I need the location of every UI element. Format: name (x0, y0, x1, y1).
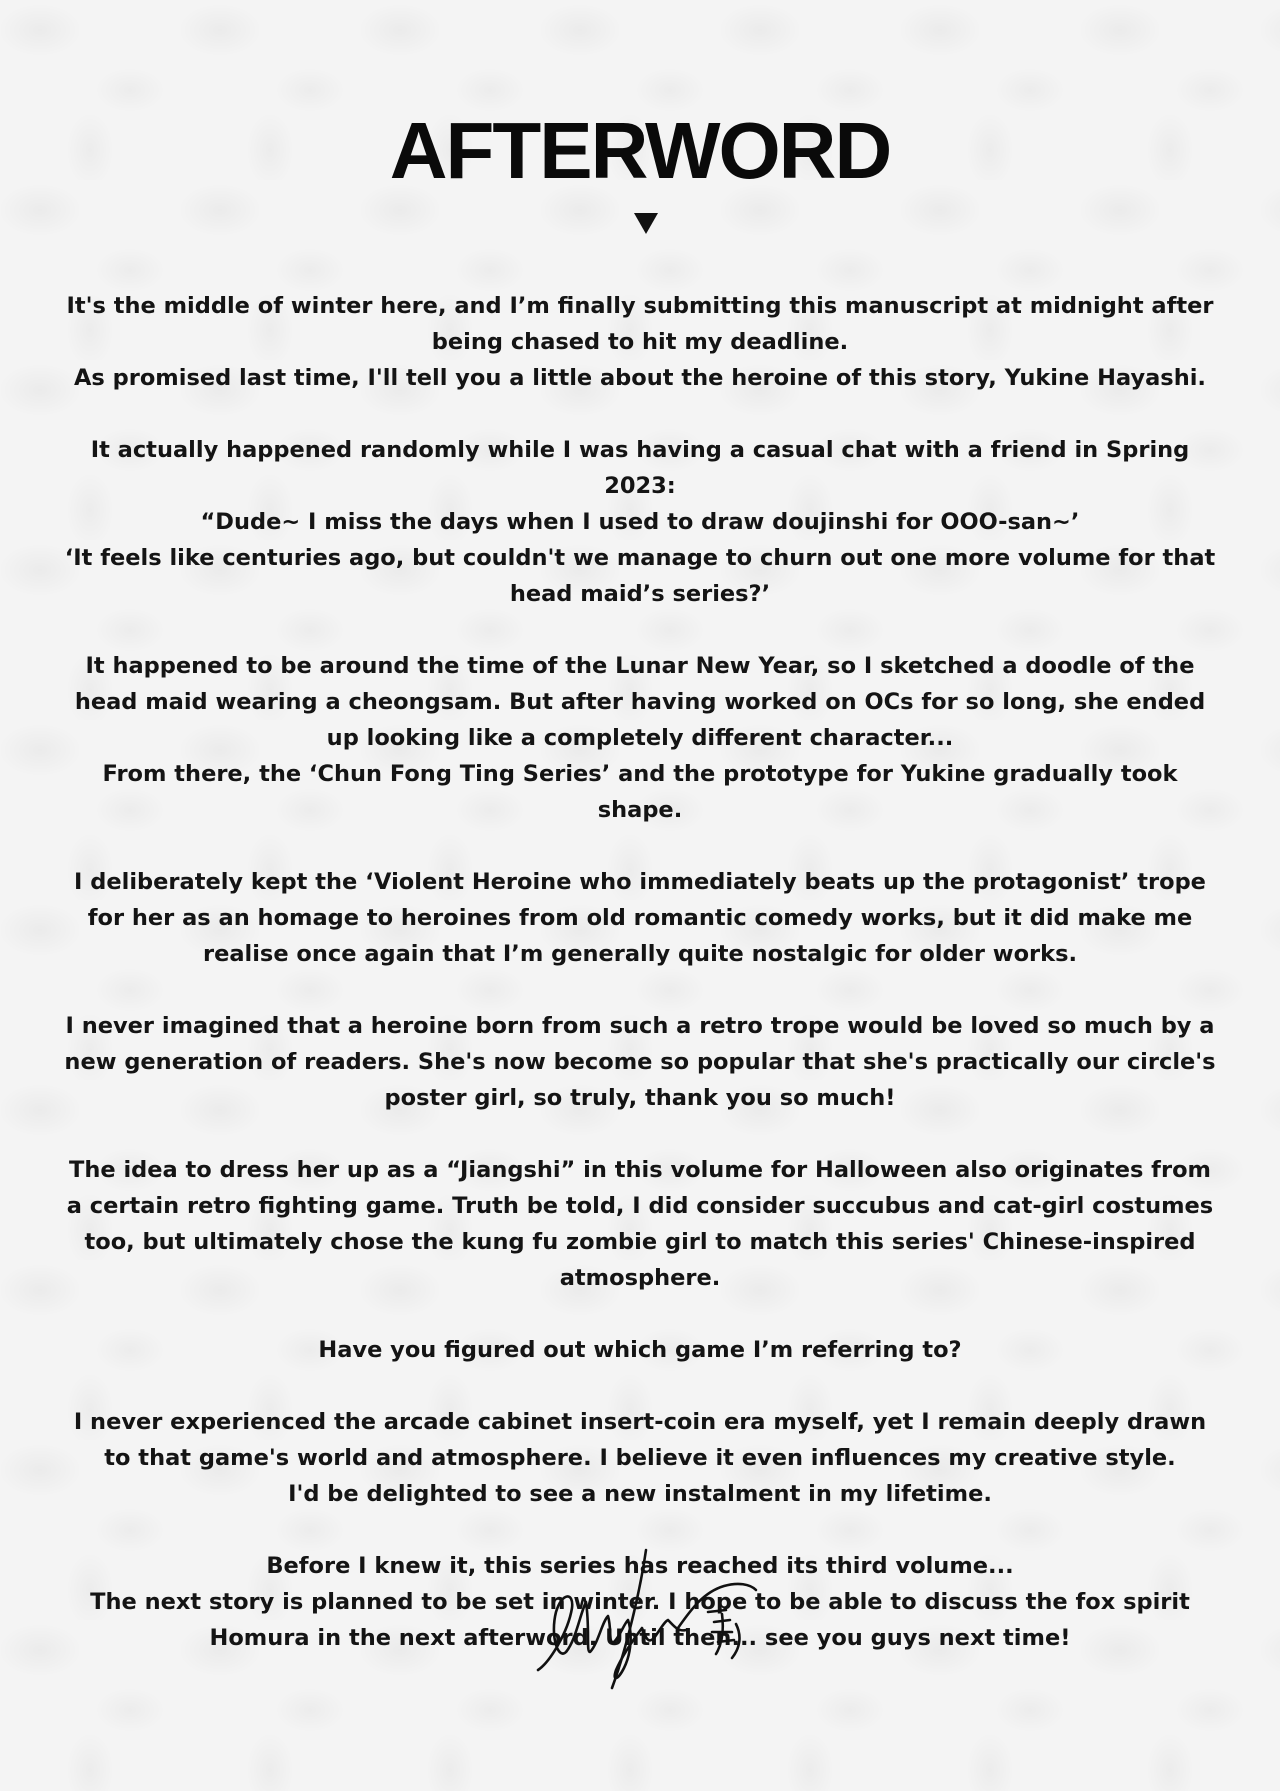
paragraph-line: Before I knew it, this series has reached its third volume... (266, 1553, 1014, 1579)
paragraph-line: It happened to be around the time of the Lunar New Year, so I sketched a doodle of the head maid wearing a cheongsam. But after having worked on OCs for so long, she ended up looking like a completely different character... (74, 653, 1206, 751)
paragraph-line: I never experienced the arcade cabinet insert-coin era myself, yet I remain deeply drawn to that game's world and atmosphere. I believe it even influences my creative style. (73, 1409, 1207, 1471)
paragraph-line: ‘It feels like centuries ago, but couldn't we manage to churn out one more volume for that head maid’s series?’ (64, 545, 1216, 607)
paragraph-line: It's the middle of winter here, and I’m finally submitting this manuscript at midnight after being chased to hit my deadline. (66, 293, 1214, 355)
paragraph-6 (60, 1152, 1220, 1296)
paragraph-line: I'd be delighted to see a new instalment in my lifetime. (288, 1481, 992, 1507)
down-triangle-icon (634, 213, 658, 234)
paragraph-7 (60, 1332, 1220, 1368)
paragraph-line: The idea to dress her up as a “Jiangshi” in this volume for Halloween also originates from a certain retro fighting game. Truth be told, I did consider succubus and cat-girl costumes too, but ultimately chose the kung fu zombie girl to match this series' Chinese-inspired atmosphere. (66, 1157, 1214, 1291)
paragraph-4 (60, 864, 1220, 972)
afterword-body (60, 288, 1220, 1692)
page-title: AFTERWORD (389, 106, 891, 195)
paragraph-line: I never imagined that a heroine born from such a retro trope would be loved so much by a new generation of readers. She's now become so popular that she's practically our circle's poster girl, so truly, thank you so much! (64, 1013, 1216, 1111)
paragraph-1 (60, 288, 1220, 396)
paragraph-line: From there, the ‘Chun Fong Ting Series’ and the prototype for Yukine gradually took shape. (102, 761, 1178, 823)
paragraph-8 (60, 1404, 1220, 1512)
paragraph-line: I deliberately kept the ‘Violent Heroine who immediately beats up the protagonist’ trope for her as an homage to heroines from old romantic comedy works, but it did make me realise once again that I’m generally quite nostalgic for older works. (74, 869, 1206, 967)
paragraph-line: “Dude~ I miss the days when I used to draw doujinshi for OOO-san~’ (200, 509, 1080, 535)
paragraph-2 (60, 432, 1220, 612)
paragraph-5 (60, 1008, 1220, 1116)
paragraph-line: The next story is planned to be set in winter. I hope to be able to discuss the fox spirit Homura in the next afterword. Until then... see you guys next time! (90, 1589, 1190, 1651)
paragraph-line: As promised last time, I'll tell you a little about the heroine of this story, Yukine Hayashi. (74, 365, 1206, 391)
author-signature (528, 1540, 762, 1700)
paragraph-3 (60, 648, 1220, 828)
paragraph-line: Have you figured out which game I’m referring to? (318, 1337, 962, 1363)
paragraph-line: It actually happened randomly while I was having a casual chat with a friend in Spring 2023: (90, 437, 1190, 499)
